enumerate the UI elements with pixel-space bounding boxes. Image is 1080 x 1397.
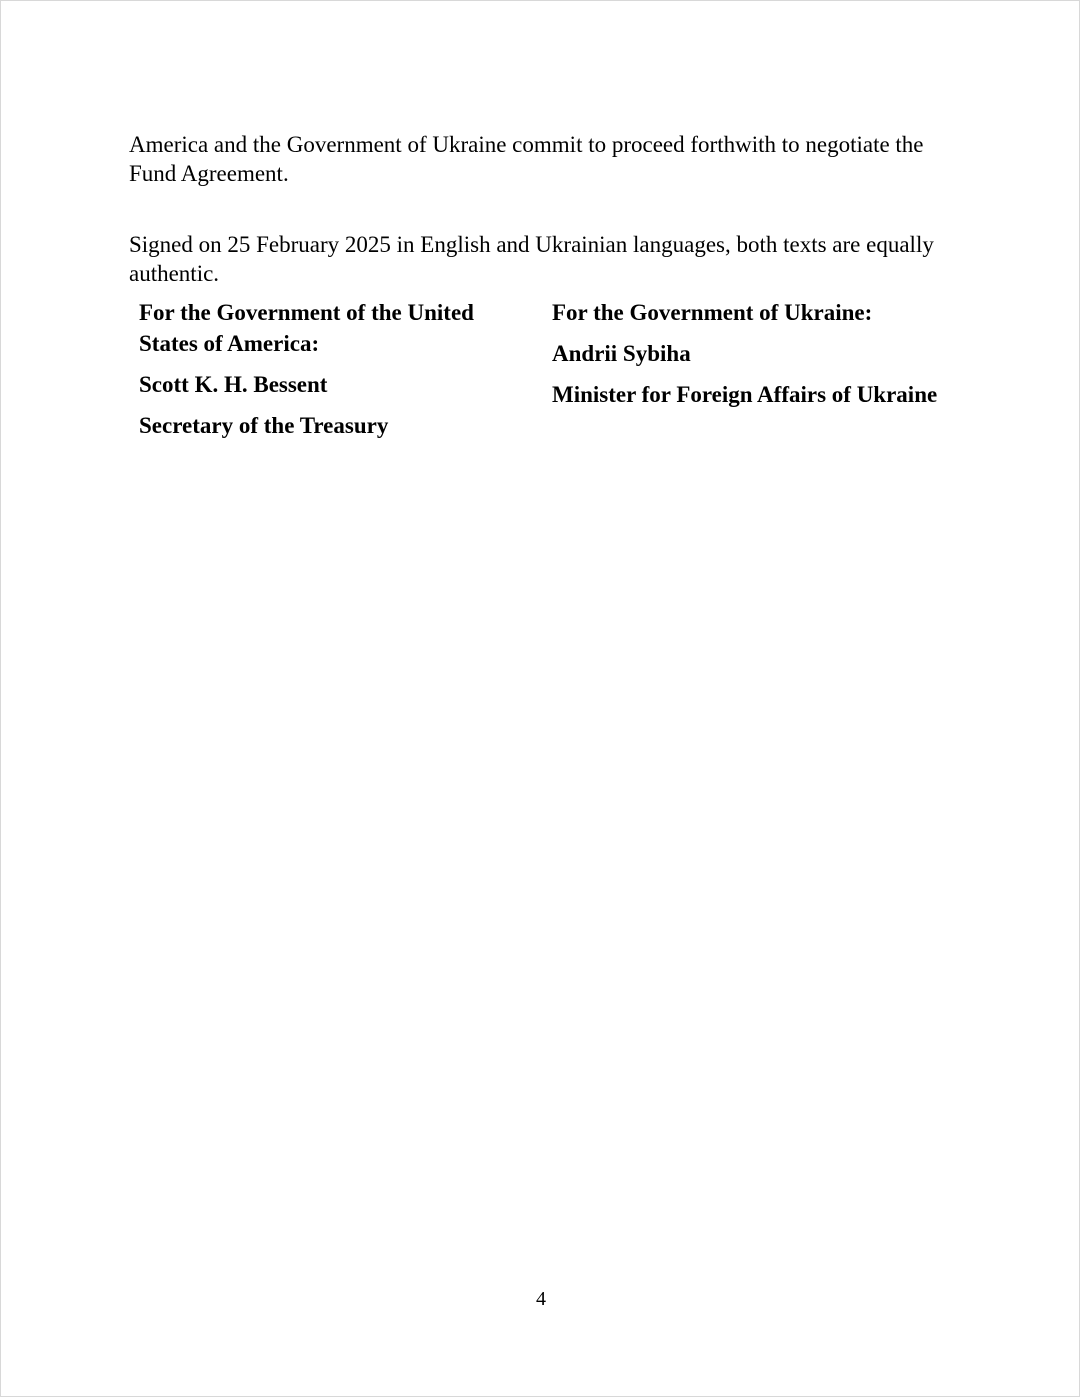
page-number: 4: [536, 1288, 546, 1310]
signature-heading-ukraine: For the Government of Ukraine:: [552, 300, 873, 325]
body-paragraph-signed: Signed on 25 February 2025 in English and Ukrainian languages, both texts are equally authentic.: [129, 232, 934, 286]
signature-heading-usa: For the Government of the United States of America:: [139, 300, 474, 356]
signatory-title-usa: Secretary of the Treasury: [139, 413, 389, 438]
signatory-title-ukraine: Minister for Foreign Affairs of Ukraine: [552, 382, 938, 407]
body-paragraph-negotiation: America and the Government of Ukraine commit to proceed forthwith to negotiate the Fund Agreement.: [129, 132, 924, 186]
signature-block-ukraine: [552, 297, 952, 420]
signatory-name-usa: Scott K. H. Bessent: [139, 372, 328, 397]
signature-block-usa: [139, 297, 519, 451]
signatory-name-ukraine: Andrii Sybiha: [552, 341, 691, 366]
